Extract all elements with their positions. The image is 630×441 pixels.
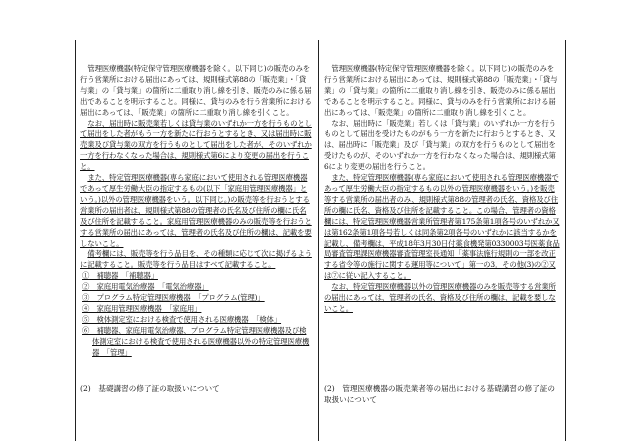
right-column-border (565, 40, 566, 441)
right-paragraph-1: 管理医療機器(特定保守管理医療機器を除く。以下同じ)の販売のみを行う営業所における届出にあっては、規則様式第88の「販売業」・「貸与業」の「貸与業」の箇所に二重取り消し線を引き、販売のみに係る届出であることを明示すること。同様に、貸与のみを行う営業所における届出にあっては、「販売業」の箇所に二重取り消し線を引くこと。 (324, 64, 558, 117)
right-column (324, 64, 560, 315)
left-paragraph-3: また、特定管理医療機器(専ら家庭において使用される管理医療機器であって厚生労働大臣の指定するもの(以下「家庭用管理医療機器」という。)以外の管理医療機器をいう。以下同じ。)の販売等を行おうとする営業所の届出者は、規則様式第88の管理者の氏名及び住所の欄に氏名及び住所を記載すること。家庭用管理医療機器のみの販売等を行おうとする営業所の届出にあっては、管理者の氏名及び住所の欄は、記載を要しないこと。 (80, 173, 312, 248)
list-item: ② 家庭用電気治療器 「電気治療器」 (82, 282, 209, 292)
list-item: ⑤ 検体測定室における検査で使用される医療機器 「検体」 (82, 314, 282, 324)
left-paragraph-2: なお、届出時に販売業若しくは貸与業のいずれか一方を行うものとして届出をした者がもう一方を新たに行おうとするとき、又は届出時に販売業及び貸与業の双方を行うものとして届出をした者が、そのいずれか一方を行わなくなった場合は、規則様式第6により変更の届出を行うこと。 (80, 118, 312, 172)
list-item: ① 補聴器 「補聴器」 (82, 271, 158, 281)
left-paragraph-1: 管理医療機器(特定保守管理医療機器を除く。以下同じ)の販売のみを行う営業所における届出にあっては、規則様式第88の「販売業」・「貸与業」の「貸与業」の箇所に二重取り消し線を引き、販売のみに係る届出であることを明示すること。同様に、貸与のみを行う営業所における届出にあっては、「販売業」の箇所に二重取り消し線を引くこと。 (80, 64, 312, 117)
right-heading: (2) 管理医療機器の販売業者等の届出における基礎講習の修了証の取扱いについて (324, 384, 555, 404)
left-column (80, 64, 313, 358)
left-column-border (75, 40, 76, 441)
list-item: ③ プログラム特定管理医療機器 「プログラム(管理)」 (82, 293, 265, 303)
center-divider (318, 40, 319, 441)
right-paragraph-2: なお、届出時に「販売業」若しくは「貸与業」のいずれか一方を行うものとして届出を受けたものがもう一方を新たに行おうとするとき、又は、届出時に「販売業」及び「貸与業」の双方を行うものとして届出を受けたものが、そのいずれか一方を行わなくなった場合は、規則様式第6により変更の届出を行うこと。 (324, 118, 556, 172)
left-paragraph-4: 備考欄には、販売等を行う品目を、その種類に応じて次に掲げるように記載すること。販売等を行う品目はすべて記載すること。 (80, 249, 312, 270)
right-paragraph-3: また、特定管理医療機器(専ら家庭において使用される管理医療機器であって厚生労働大臣の指定するもの以外の管理医療機器をいう。)を販売等する営業所の届出者のみ、規則様式第88の管理者の氏名、資格及び住所の欄に氏名、資格及び住所を記載すること。この場合、管理者の資格欄には、特定管理医療機器営業所管理者第175条第1項各号のいずれか又は第162条第1項各号若しくは同条第2項各号のいずれかに該当するかを記載し、備考欄は、平成18年3月30日付薬食機発第0330003号医薬食品局審査管理課医療機器審査管理室長通知「薬事法施行規則の一部を改正する省令等の施行に関する運用等について」第一の3．その他(3)の②又は⑦に従い記入すること。 (324, 173, 560, 281)
list-item: ⑥ 補聴器、家庭用電気治療器、プログラム特定管理医療機器及び検体測定室における検査で使用される医療機器以外の特定管理医療機器 「管理」 (82, 325, 310, 357)
left-item-list (80, 271, 313, 358)
list-item: ④ 家庭用管理医療機器 「家庭用」 (82, 303, 202, 313)
right-paragraph-4: なお、特定管理医療機器以外の管理医療機器のみを販売等する営業所の届出にあっては、管理者の氏名、資格及び住所の欄は、記載を要しないこと。 (324, 282, 556, 313)
left-heading: (2) 基礎講習の修了証の取扱いについて (80, 384, 220, 393)
